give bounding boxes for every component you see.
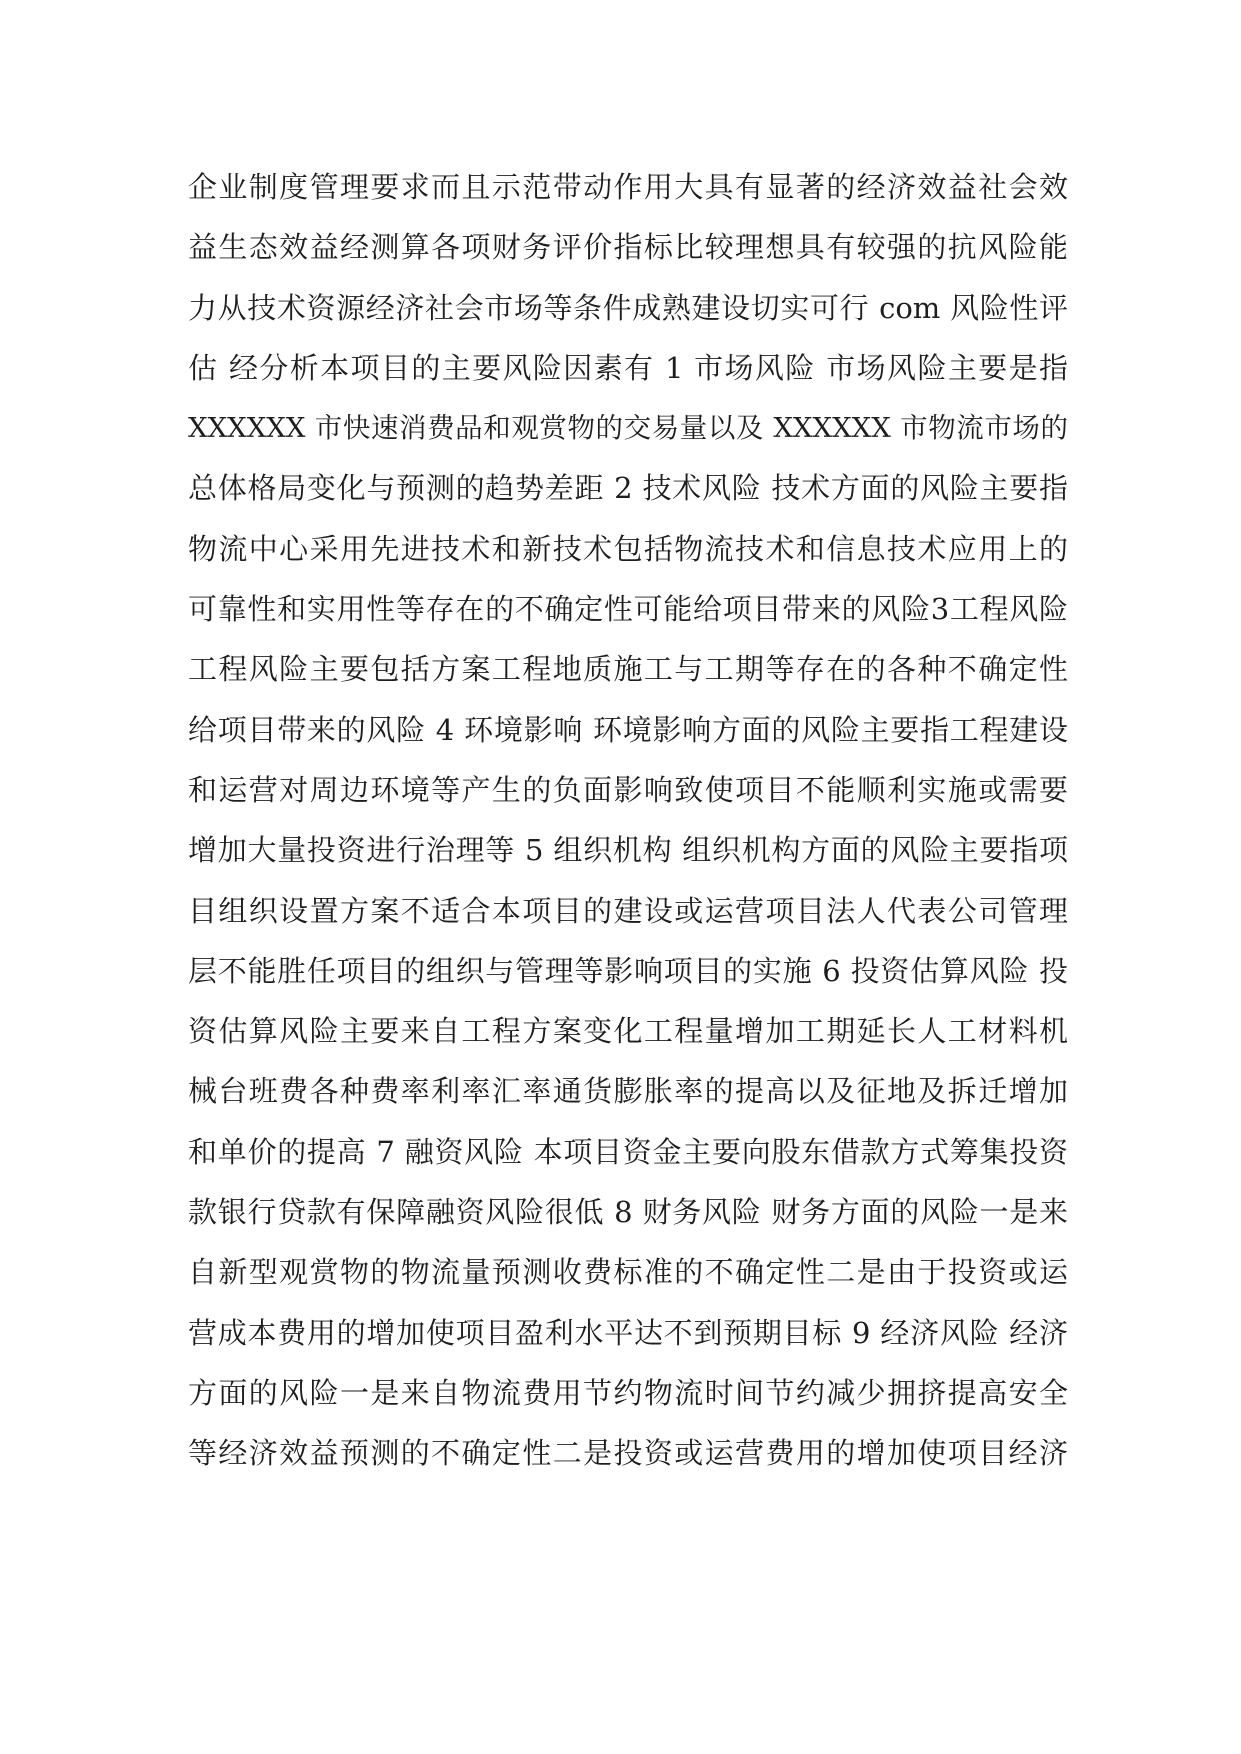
text-line-12: 增加大量投资进行治理等 5 组织机构 组织机构方面的风险主要指项: [188, 833, 1068, 868]
text-line-9: 工程风险主要包括方案工程地质施工与工期等存在的各种不确定性: [188, 652, 1068, 687]
text-line-7: 物流中心采用先进技术和新技术包括物流技术和信息技术应用上的: [188, 531, 1068, 566]
text-line-21: 方面的风险一是来自物流费用节约物流时间节约减少拥挤提高安全: [188, 1375, 1068, 1410]
text-line-3: 力从技术资源经济社会市场等条件成熟建设切实可行 com 风险性评: [188, 290, 1068, 325]
text-line-13: 目组织设置方案不适合本项目的建设或运营项目法人代表公司管理: [188, 893, 1068, 928]
text-line-6: 总体格局变化与预测的趋势差距 2 技术风险 技术方面的风险主要指: [188, 471, 1068, 506]
text-line-16: 械台班费各种费率利率汇率通货膨胀率的提高以及征地及拆迁增加: [188, 1074, 1068, 1109]
text-line-22: 等经济效益预测的不确定性二是投资或运营费用的增加使项目经济: [188, 1436, 1068, 1471]
text-line-11: 和运营对周边环境等产生的负面影响致使项目不能顺利实施或需要: [188, 772, 1068, 807]
text-line-8: 可靠性和实用性等存在的不确定性可能给项目带来的风险3工程风险: [188, 592, 1068, 627]
text-line-10: 给项目带来的风险 4 环境影响 环境影响方面的风险主要指工程建设: [188, 712, 1068, 747]
text-line-17: 和单价的提高 7 融资风险 本项目资金主要向股东借款方式筹集投资: [188, 1134, 1068, 1169]
text-line-18: 款银行贷款有保障融资风险很低 8 财务风险 财务方面的风险一是来: [188, 1195, 1068, 1230]
text-line-15: 资估算风险主要来自工程方案变化工程量增加工期延长人工材料机: [188, 1014, 1068, 1049]
body-text: [188, 157, 1068, 1484]
text-line-19: 自新型观赏物的物流量预测收费标准的不确定性二是由于投资或运: [188, 1255, 1068, 1290]
text-line-14: 层不能胜任项目的组织与管理等影响项目的实施 6 投资估算风险 投: [188, 953, 1068, 988]
text-line-2: 益生态效益经测算各项财务评价指标比较理想具有较强的抗风险能: [188, 230, 1068, 265]
text-line-4: 估 经分析本项目的主要风险因素有 1 市场风险 市场风险主要是指: [188, 350, 1068, 385]
text-line-1: 企业制度管理要求而且示范带动作用大具有显著的经济效益社会效: [188, 170, 1068, 204]
text-line-5: XXXXXX 市快速消费品和观赏物的交易量以及 XXXXXX 市物流市场的: [188, 412, 1068, 445]
text-line-20: 营成本费用的增加使项目盈利水平达不到预期目标 9 经济风险 经济: [188, 1315, 1068, 1350]
